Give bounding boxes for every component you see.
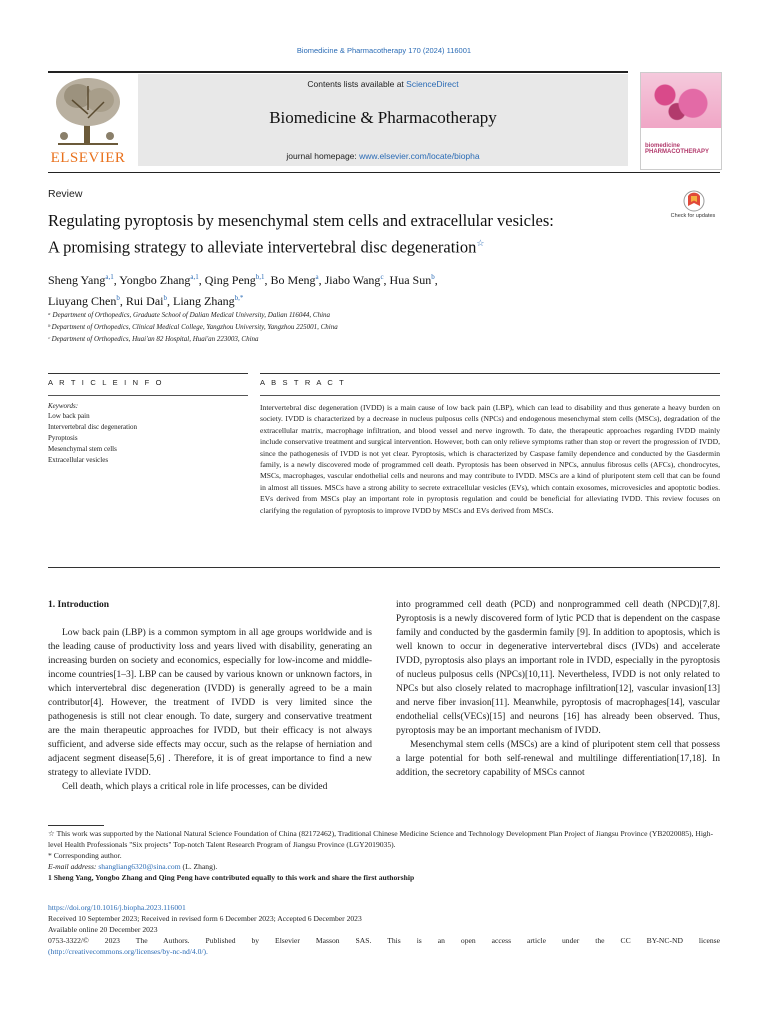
author-affiliation-mark[interactable]: c (380, 273, 384, 281)
author-list: Sheng Yang$^{a,1}$, Yongbo Zhang$^{a,1}$, Qing Peng$^{b,1}$, Bo Meng$^a$, Jiabo Wang$^c$, Hua Sun$^b$, Liuyang Chen$^b$, Rui Dai$^b$, Liang Zhang$^{b,*}$ (48, 273, 438, 308)
article-info-heading: A R T I C L E I N F O (48, 378, 164, 387)
license-url-link[interactable]: (http://creativecommons.org/licenses/by-nc-nd/4.0/). (48, 947, 208, 956)
homepage-prefix: journal homepage: (286, 151, 360, 161)
article-title (48, 210, 638, 259)
author-affiliation-mark[interactable]: b (163, 294, 167, 302)
author-name[interactable]: Bo Meng (270, 273, 316, 287)
author-affiliation-mark[interactable]: b (431, 273, 435, 281)
email-link[interactable]: shangliang6320@sina.com (98, 862, 181, 871)
keyword: Mesenchymal stem cells (48, 445, 117, 453)
corresponding-footnote: * Corresponding author. (48, 851, 122, 860)
body-paragraph: Mesenchymal stem cells (MSCs) are a kind of pluripotent stem cell that possess a large potential for both self-renewal and multilinge differentiation[17,18]. In addition, the secretory capability of MSCs cannot (396, 740, 720, 778)
cover-title (645, 143, 709, 155)
available-online: Available online 20 December 2023 (48, 925, 158, 934)
author-affiliation-mark[interactable]: b,1 (255, 273, 265, 281)
keywords-label: Keywords: (48, 402, 79, 410)
footnote-rule (48, 825, 104, 826)
keywords-list (48, 411, 137, 466)
author-affiliation-mark[interactable]: b (116, 294, 120, 302)
title-footnote-mark[interactable]: ☆ (476, 238, 485, 248)
body-column-right (396, 598, 720, 780)
header-rule (48, 71, 628, 73)
author-name[interactable]: Qing Peng (204, 273, 256, 287)
abstract-rule-2 (260, 395, 720, 396)
abstract-heading: A B S T R A C T (260, 378, 346, 387)
journal-citation[interactable]: Biomedicine & Pharmacotherapy 170 (2024) 116001 (296, 46, 472, 55)
elsevier-wordmark: ELSEVIER (50, 150, 126, 166)
title-line-2: A promising strategy to alleviate intervertebral disc degeneration (48, 237, 477, 257)
affiliation-a: ᵃ Department of Orthopedics, Graduate School of Dalian Medical University, Dalian 116044, China (48, 311, 331, 319)
article-info-rule (48, 373, 248, 374)
cover-title-2: PHARMACOTHERAPY (645, 149, 710, 155)
body-paragraph: Low back pain (LBP) is a common symptom in all age groups worldwide and is the leading cause of productivity loss and years lived with disability, generating an increasing burden on society and economics, especially for low-income and middle-income countries[1–3]. LBP can be caused by various known or unknown factors, in which intervertebral disc degeneration (IVDD) is generally agreed to be a main contributor[4]. However, the treatment of IVDD is very limited since the pathogenesis is still not clear enough. To date, surgery and conservative treatment are the main therapeutic approaches for IVDD, but their efficacy is not always sufficient, and adverse side effects may occur, such as the relapse of herniation and adjacent segment disease[5,6] . Therefore, it is of great importance to find a new strategy to alleviate IVDD. (48, 628, 372, 778)
keyword: Extracellular vesicles (48, 456, 109, 464)
author-name[interactable]: Jiabo Wang (324, 273, 381, 287)
doi-link[interactable]: https://doi.org/10.1016/j.biopha.2023.116001 (48, 903, 186, 912)
author-affiliation-mark[interactable]: a (315, 273, 319, 281)
author-affiliation-mark[interactable]: a,1 (105, 273, 114, 281)
author-affiliation-mark[interactable]: b,* (234, 294, 244, 302)
equal-contribution-footnote: 1 Sheng Yang, Yongbo Zhang and Qing Peng have contributed equally to this work and share the first authorship (48, 873, 415, 882)
affiliation-c: ᶜ Department of Orthopedics, Huai'an 82 Hospital, Huai'an 223003, China (48, 335, 259, 343)
cover-artwork (641, 73, 721, 128)
email-suffix: (L. Zhang). (180, 862, 218, 871)
author-affiliation-mark[interactable]: a,1 (190, 273, 199, 281)
author-name[interactable]: Rui Dai (125, 294, 164, 308)
check-for-updates-icon[interactable] (674, 190, 714, 230)
received-dates: Received 10 September 2023; Received in revised form 6 December 2023; Accepted 6 December 2023 (48, 914, 362, 923)
homepage-link[interactable]: www.elsevier.com/locate/biopha (359, 151, 480, 161)
author-name[interactable]: Sheng Yang (48, 273, 106, 287)
author-name[interactable]: Liuyang Chen (48, 294, 117, 308)
author-name[interactable]: Hua Sun (389, 273, 432, 287)
article-type: Review (48, 188, 83, 200)
check-for-updates-label[interactable]: Check for updates (670, 213, 716, 219)
title-line-1: Regulating pyroptosis by mesenchymal stem cells and extracellular vesicles: (48, 211, 554, 230)
footnotes (48, 828, 720, 883)
body-paragraph: into programmed cell death (PCD) and nonprogrammed cell death (NPCD)[7,8]. Pyroptosis is a newly discovered form of lytic PCD that is dependent on the caspase family and conducted by the gasdermin family [9]. In addition to apoptosis, which is well known to occur in degenerative intervertebral discs (IVDs) and accelerate IVDD, pyroptosis also plays an important role in IVDD, especially in the pyroptosis of nucleus pulposus cells (NPCs)[10,11]. Nevertheless, IVDD is not only related to NPCs but also closely related to macrophage infiltration[12], vascular invasion[13] and nerve fiber invasion[11]. Meanwhile, pyroptosis of macrophages[14], vascular endothelial cells(VECs)[15] and neurons [16] has already been observed. Thus, pyroptosis may be an important mechanism of IVDD. (396, 600, 720, 736)
contents-line (138, 79, 628, 89)
abstract-text: Intervertebral disc degeneration (IVDD) is a main cause of low back pain (LBP), which can lead to disability and thus generate a heavy burden on society. IVDD is characterized by a decrease in nucleus pulposus cells (NPCs) and endogenous mesenchymal stem cells (MSCs), degradation of the extracellular matrix, macrophage infiltration, and blood vessel and nerve ingrowth. To date, the therapeutic approaches regarding IVDD mainly include conservative treatment and surgical intervention. However, both can only relieve symptoms rather than stop or revert the progression of IVDD, since the pathogenesis of IVDD is not yet clear. Pyroptosis, which is characterized by Caspase family dependence and conducted by the Gasdermin family, is a newly discovered mode of programmed cell death. Pyroptosis has been observed in NPCs, annulus fibrosus cells (AFCs), chondrocytes, MSCs, macrophages, vascular endothelial cells and neurons and may contribute to IVDD. MSCs are a kind of pluripotent stem cell that can be found in almost all tissues. MSCs have a strong ability to secrete extracellular vesicles (EVs), which contain exosomes, microvesicles and apoptotic bodies. EVs derived from MSCs play an important role in pyroptosis regulation and could be beneficial for alleviating IVDD. This review focuses on clarifying the regulation of pyroptosis to improve IVDD by MSCs and EVs derived from MSCs. (260, 403, 720, 515)
cover-title-1: biomedicine (645, 143, 681, 149)
header-rule-bottom (48, 172, 720, 173)
article-info-rule-2 (48, 395, 248, 396)
author-name[interactable]: Liang Zhang (173, 294, 235, 308)
body-paragraph: Cell death, which plays a critical role in life processes, can be divided (62, 782, 328, 792)
body-column-left (48, 626, 372, 794)
body-separator-rule (48, 567, 720, 568)
license-text: 0753-3322/© 2023 The Authors. Published by Elsevier Masson SAS. This is an open access article under the CC BY-NC-ND license (48, 936, 720, 945)
sciencedirect-link[interactable]: ScienceDirect (406, 79, 459, 89)
contents-prefix: Contents lists available at (307, 79, 407, 89)
journal-cover-thumbnail[interactable] (640, 72, 722, 170)
author-name[interactable]: Yongbo Zhang (119, 273, 191, 287)
keyword: Low back pain (48, 412, 90, 420)
journal-name: Biomedicine & Pharmacotherapy (269, 108, 497, 127)
funding-footnote: ☆ This work was supported by the National Natural Science Foundation of China (82172462), Traditional Chinese Medicine Science and Technology Development Plan Project of Jiangsu Province (YB2020085), High-level Health Professionals "Six projects" Top-notch Talent Research Program of Jiangsu Province (LGY2019035). (48, 829, 714, 849)
affiliation-b: ᵇ Department of Orthopedics, Clinical Medical College, Yangzhou University, Yangzhou 225001, China (48, 323, 338, 331)
keyword: Intervertebral disc degeneration (48, 423, 138, 431)
email-label: E-mail address: (48, 862, 99, 871)
publication-info (48, 902, 720, 957)
keyword: Pyroptosis (48, 434, 78, 442)
section-heading-introduction: 1. Introduction (48, 600, 110, 610)
abstract-rule (260, 373, 720, 374)
email-footnote (48, 861, 720, 872)
homepage-line (138, 151, 628, 161)
